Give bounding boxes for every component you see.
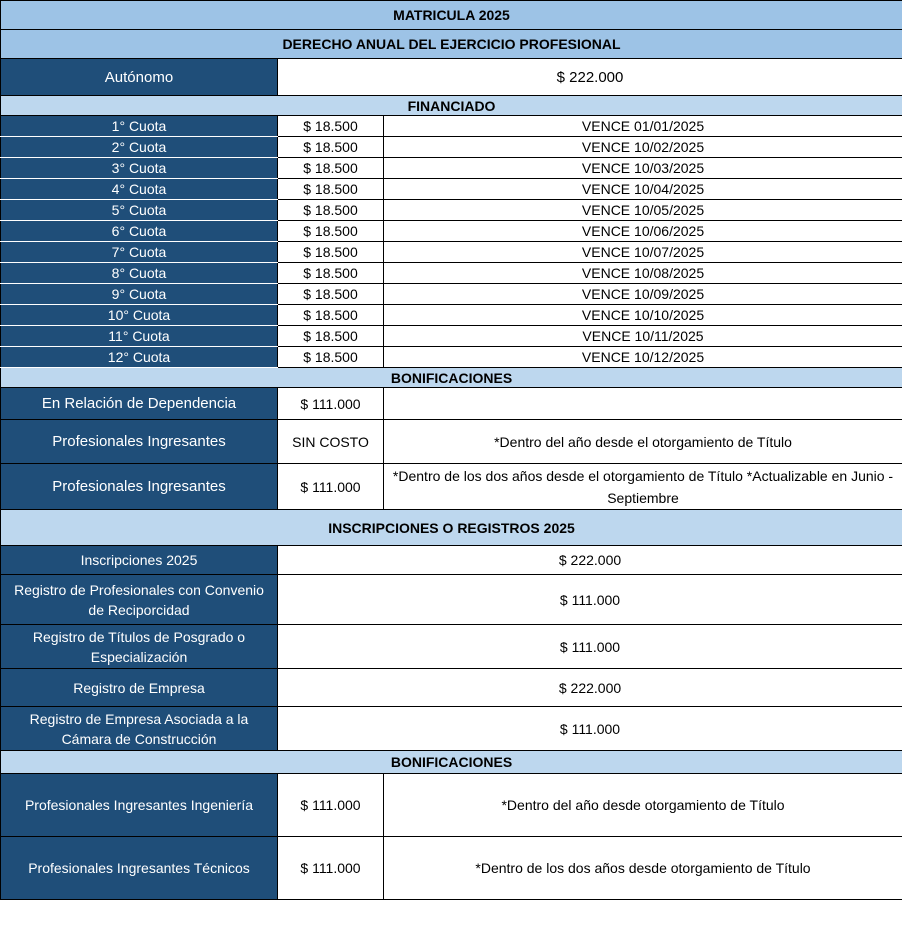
- section1-title-row: [1, 30, 902, 59]
- registro-amount: $ 111.000: [278, 625, 902, 669]
- bonificacion-note: *Dentro del año desde el otorgamiento de Título: [384, 420, 902, 464]
- cuota-due: VENCE 10/04/2025: [384, 179, 902, 200]
- cuota-amount: $ 18.500: [278, 221, 384, 242]
- bonificacion-row: [1, 464, 902, 510]
- bonificacion-row: [1, 420, 902, 464]
- cuota-due: VENCE 10/02/2025: [384, 137, 902, 158]
- cuota-due: VENCE 10/05/2025: [384, 200, 902, 221]
- registro-row: [1, 707, 902, 751]
- cuota-label: 8° Cuota: [1, 263, 278, 284]
- title-row: [1, 1, 902, 30]
- bonificacion-amount: SIN COSTO: [278, 420, 384, 464]
- cuota-label: 6° Cuota: [1, 221, 278, 242]
- bonificacion2-note: *Dentro del año desde otorgamiento de Título: [384, 774, 902, 837]
- cuota-row: [1, 263, 902, 284]
- bonificaciones2-row: [1, 751, 902, 774]
- registro-label: Registro de Títulos de Posgrado o Especialización: [1, 625, 278, 669]
- bonificacion-amount: $ 111.000: [278, 464, 384, 510]
- bonificaciones-title: BONIFICACIONES: [1, 368, 902, 388]
- cuota-label: 12° Cuota: [1, 347, 278, 368]
- cuota-row: [1, 179, 902, 200]
- autonomo-row: [1, 59, 902, 96]
- cuota-due: VENCE 10/10/2025: [384, 305, 902, 326]
- cuota-due: VENCE 10/08/2025: [384, 263, 902, 284]
- cuota-label: 5° Cuota: [1, 200, 278, 221]
- cuota-row: [1, 242, 902, 263]
- cuota-due: VENCE 10/11/2025: [384, 326, 902, 347]
- cuota-amount: $ 18.500: [278, 326, 384, 347]
- cuota-label: 2° Cuota: [1, 137, 278, 158]
- cuota-row: [1, 158, 902, 179]
- cuota-amount: $ 18.500: [278, 305, 384, 326]
- cuota-due: VENCE 10/09/2025: [384, 284, 902, 305]
- bonificacion-note: [384, 388, 902, 420]
- cuota-due: VENCE 10/03/2025: [384, 158, 902, 179]
- cuota-label: 9° Cuota: [1, 284, 278, 305]
- registro-amount: $ 111.000: [278, 707, 902, 751]
- cuota-amount: $ 18.500: [278, 347, 384, 368]
- bonificacion-label: Profesionales Ingresantes: [1, 464, 278, 510]
- cuota-row: [1, 347, 902, 368]
- bonificacion2-label: Profesionales Ingresantes Técnicos: [1, 837, 278, 900]
- cuota-row: [1, 284, 902, 305]
- bonificacion2-row: [1, 774, 902, 837]
- bonificacion2-row: [1, 837, 902, 900]
- cuota-amount: $ 18.500: [278, 179, 384, 200]
- bonificacion-label: En Relación de Dependencia: [1, 388, 278, 420]
- bonificacion-amount: $ 111.000: [278, 388, 384, 420]
- cuota-label: 3° Cuota: [1, 158, 278, 179]
- cuota-amount: $ 18.500: [278, 158, 384, 179]
- registro-row: [1, 669, 902, 707]
- bonificaciones2-title: BONIFICACIONES: [1, 751, 902, 774]
- bonificacion2-amount: $ 111.000: [278, 774, 384, 837]
- registro-label: Registro de Empresa: [1, 669, 278, 707]
- section2-title: INSCRIPCIONES O REGISTROS 2025: [1, 510, 902, 546]
- cuota-amount: $ 18.500: [278, 116, 384, 137]
- bonificacion-note: *Dentro de los dos años desde el otorgamiento de Título *Actualizable en Junio - Septiembre: [384, 464, 902, 510]
- cuota-label: 11° Cuota: [1, 326, 278, 347]
- cuota-row: [1, 116, 902, 137]
- cuota-row: [1, 305, 902, 326]
- registro-row: [1, 575, 902, 625]
- registro-label: Inscripciones 2025: [1, 546, 278, 575]
- cuota-row: [1, 221, 902, 242]
- cuota-due: VENCE 10/07/2025: [384, 242, 902, 263]
- cuota-row: [1, 326, 902, 347]
- registro-amount: $ 111.000: [278, 575, 902, 625]
- bonificaciones-row: [1, 368, 902, 388]
- cuota-amount: $ 18.500: [278, 242, 384, 263]
- registro-label: Registro de Profesionales con Convenio de Reciporcidad: [1, 575, 278, 625]
- cuota-amount: $ 18.500: [278, 284, 384, 305]
- cuota-label: 7° Cuota: [1, 242, 278, 263]
- autonomo-amount: $ 222.000: [278, 59, 902, 96]
- registro-amount: $ 222.000: [278, 546, 902, 575]
- cuota-label: 4° Cuota: [1, 179, 278, 200]
- cuota-amount: $ 18.500: [278, 263, 384, 284]
- financiado-row: [1, 96, 902, 116]
- bonificacion-row: [1, 388, 902, 420]
- autonomo-label: Autónomo: [1, 59, 278, 96]
- bonificacion-label: Profesionales Ingresantes: [1, 420, 278, 464]
- page-title: MATRICULA 2025: [1, 1, 902, 30]
- cuota-label: 10° Cuota: [1, 305, 278, 326]
- bonificacion2-label: Profesionales Ingresantes Ingeniería: [1, 774, 278, 837]
- cuota-row: [1, 137, 902, 158]
- cuota-label: 1° Cuota: [1, 116, 278, 137]
- cuota-due: VENCE 01/01/2025: [384, 116, 902, 137]
- section1-title: DERECHO ANUAL DEL EJERCICIO PROFESIONAL: [1, 30, 902, 59]
- bonificacion2-amount: $ 111.000: [278, 837, 384, 900]
- cuota-due: VENCE 10/06/2025: [384, 221, 902, 242]
- cuota-row: [1, 200, 902, 221]
- section2-title-row: [1, 510, 902, 546]
- financiado-title: FINANCIADO: [1, 96, 902, 116]
- bonificacion2-note: *Dentro de los dos años desde otorgamiento de Título: [384, 837, 902, 900]
- cuota-amount: $ 18.500: [278, 200, 384, 221]
- registro-row: [1, 546, 902, 575]
- registro-amount: $ 222.000: [278, 669, 902, 707]
- registro-label: Registro de Empresa Asociada a la Cámara de Construcción: [1, 707, 278, 751]
- cuota-due: VENCE 10/12/2025: [384, 347, 902, 368]
- cuota-amount: $ 18.500: [278, 137, 384, 158]
- registro-row: [1, 625, 902, 669]
